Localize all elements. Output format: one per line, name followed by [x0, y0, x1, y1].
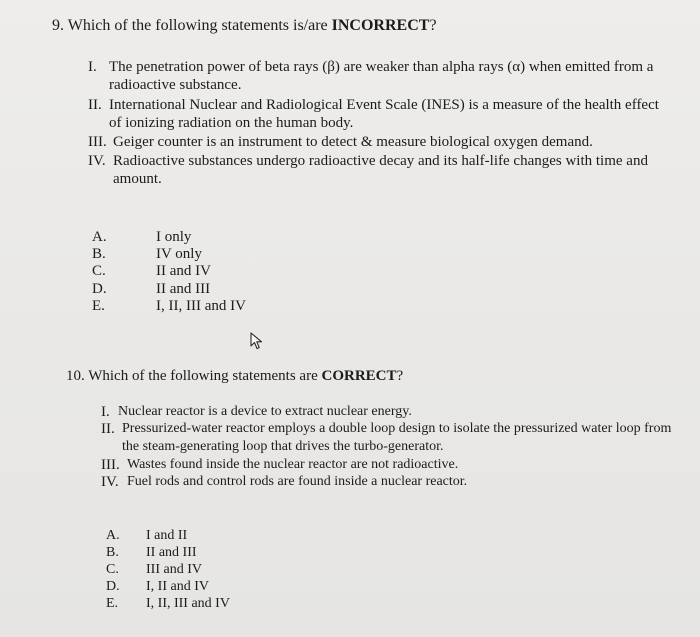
q10-option-d-letter: D. [106, 579, 120, 594]
q10-option-c-text: III and IV [146, 562, 202, 577]
q10-statement-4 [101, 473, 681, 491]
q9-option-b-text: IV only [156, 246, 202, 262]
q9-option-e-letter: E. [92, 298, 105, 314]
q9-option-c-letter: C. [92, 263, 106, 279]
q10-option-b-text: II and III [146, 545, 197, 560]
q9-statement-3-text: Geiger counter is an instrument to detect & measure biological oxygen demand. [113, 134, 593, 150]
question-9-suffix: ? [429, 17, 437, 34]
mouse-pointer-icon [250, 332, 264, 350]
q10-statement-1-number: I. [101, 404, 110, 420]
question-10-suffix: ? [396, 368, 404, 384]
question-9-emphasis: INCORRECT [331, 17, 430, 34]
q10-statement-4-number: IV. [101, 474, 119, 490]
q10-option-a-letter: A. [106, 528, 120, 543]
q10-statement-1-text: Nuclear reactor is a device to extract nuclear energy. [118, 404, 412, 419]
q9-statement-2-text: International Nuclear and Radiological Event Scale (INES) is a measure of the health effect of ionizing radiation on the human body. [109, 97, 659, 131]
q9-statement-1-number: I. [88, 59, 97, 75]
q9-option-a-letter: A. [92, 229, 107, 245]
q9-statement-2 [88, 96, 688, 132]
q10-option-e-text: I, II, III and IV [146, 596, 230, 611]
q9-statement-1 [88, 58, 688, 94]
q9-statement-2-number: II. [88, 97, 102, 113]
q9-option-d-letter: D. [92, 281, 107, 297]
q10-statement-3 [101, 456, 681, 474]
q10-statement-2-number: II. [101, 421, 115, 437]
q10-option-c-letter: C. [106, 562, 119, 577]
q10-option-a-text: I and II [146, 528, 188, 543]
q9-statement-4-text: Radioactive substances undergo radioactive decay and its half-life changes with time and amount. [113, 153, 648, 187]
question-10-prefix: 10. Which of the following statements are [66, 368, 322, 384]
q10-statement-3-number: III. [101, 457, 120, 473]
q9-option-e-text: I, II, III and IV [156, 298, 246, 314]
q9-statement-1-text: The penetration power of beta rays (β) are weaker than alpha rays (α) when emitted from a radioactive substance. [109, 59, 654, 93]
q9-option-d-text: II and III [156, 281, 211, 297]
q10-option-b-letter: B. [106, 545, 119, 560]
question-9-heading [52, 17, 437, 35]
q10-statement-1 [101, 403, 681, 421]
q10-statement-3-text: Wastes found inside the nuclear reactor are not radioactive. [127, 457, 459, 472]
q9-statement-4-number: IV. [88, 153, 106, 169]
q10-statement-2-text: Pressurized-water reactor employs a double loop design to isolate the pressurized water loop from the steam-generating loop that drives the turbo-generator. [122, 421, 672, 454]
q9-statement-3 [88, 133, 688, 151]
question-9-prefix: 9. Which of the following statements is/are [52, 17, 332, 34]
q9-option-c-text: II and IV [156, 263, 211, 279]
question-10-emphasis: CORRECT [321, 368, 397, 384]
q9-statement-3-number: III. [88, 134, 107, 150]
q10-statement-4-text: Fuel rods and control rods are found inside a nuclear reactor. [127, 474, 468, 489]
q9-statement-4 [88, 152, 688, 188]
q10-option-e-letter: E. [106, 596, 119, 611]
q9-option-a-text: I only [156, 229, 192, 245]
q10-statement-2 [101, 420, 681, 456]
q9-option-b-letter: B. [92, 246, 106, 262]
q10-option-d-text: I, II and IV [146, 579, 209, 594]
question-10-heading [66, 368, 403, 385]
